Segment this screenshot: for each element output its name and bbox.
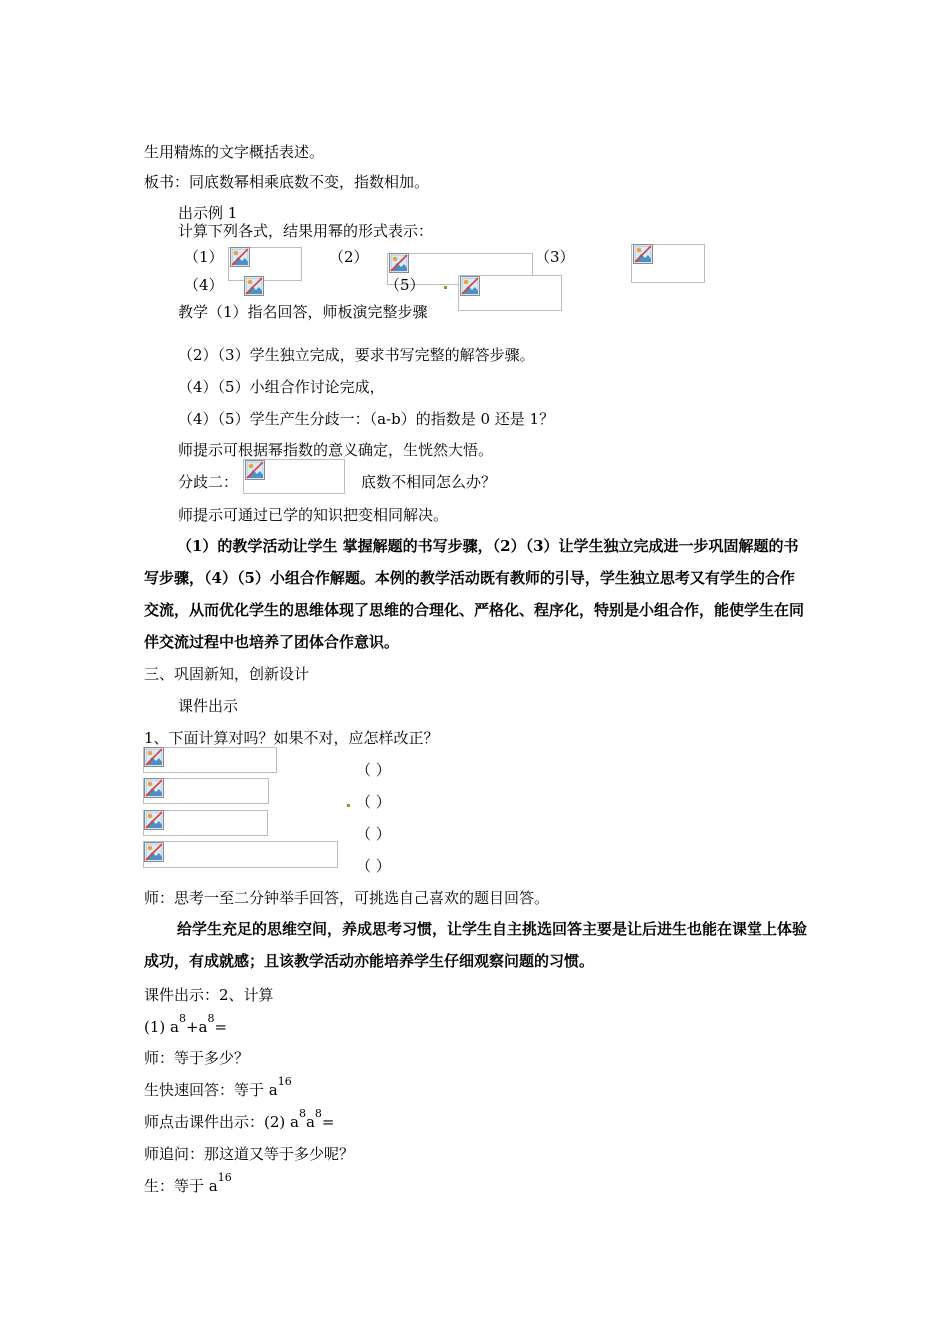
section-heading: 三、巩固新知，创新设计 — [144, 665, 310, 683]
text-line: 教学（1）指名回答，师板演完整步骤 — [178, 303, 428, 321]
text-line: 师提示可通过已学的知识把变相同解决。 — [178, 506, 449, 524]
bold-commentary-2: 给学生充足的思维空间，养成思考习惯，让学生自主挑选回答主要是让后进生也能在课堂上体验成功，有成就感；且该教学活动亦能培养学生仔细观察问题的习惯。 — [144, 920, 808, 970]
problem-label-4: （4） — [184, 276, 224, 294]
problem-label-3: （3） — [535, 248, 575, 266]
math-text: +a — [185, 1018, 208, 1036]
broken-image-icon — [244, 276, 264, 296]
dot-mark — [347, 804, 350, 807]
answer-parentheses: （ ） — [356, 793, 391, 811]
text-line: 板书：同底数幂相乘底数不变，指数相加。 — [144, 173, 430, 191]
text-line: 计算下列各式，结果用幂的形式表示： — [178, 222, 434, 240]
broken-image-icon — [245, 460, 265, 480]
math-text: a — [305, 1113, 315, 1131]
math-text: (1) a — [144, 1018, 179, 1036]
broken-image-icon — [633, 244, 653, 264]
exponent: 8 — [314, 1107, 322, 1120]
text-line: 出示例 1 — [178, 204, 238, 222]
broken-image-icon — [144, 842, 164, 862]
math-text: 生快速回答：等于 a — [144, 1081, 278, 1099]
text-line: 师：等于多少？ — [144, 1049, 250, 1067]
text-line: 1、下面计算对吗？如果不对，应怎样改正？ — [144, 729, 439, 747]
problem-label-1: （1） — [184, 248, 224, 266]
text-line: 师：思考一至二分钟举手回答，可挑选自己喜欢的题目回答。 — [144, 889, 550, 907]
math-text: = — [321, 1113, 335, 1131]
text-line: 底数不相同怎么办？ — [361, 473, 497, 491]
broken-image-icon — [144, 810, 164, 830]
text-line: 师提示可根据幂指数的意义确定，生恍然大悟。 — [178, 441, 494, 459]
math-line — [144, 1171, 232, 1196]
text-line: 课件出示 — [178, 697, 239, 715]
text-line: 生用精炼的文字概括表述。 — [144, 143, 325, 161]
answer-parentheses: （ ） — [356, 857, 391, 875]
broken-image-icon — [460, 276, 480, 296]
text-line: 课件出示：2、计算 — [144, 986, 274, 1004]
broken-image-icon — [230, 247, 250, 267]
text-line: 分歧二： — [178, 473, 239, 491]
dot-mark — [444, 286, 447, 289]
exponent: 8 — [298, 1107, 306, 1120]
math-line — [144, 1012, 228, 1037]
text-line: （4）（5）学生产生分歧一：（a-b）的指数是 0 还是 1？ — [178, 410, 555, 428]
bold-commentary-1: （1）的教学活动让学生 掌握解题的书写步骤，（2）（3）让学生独立完成进一步巩固解题的书写步骤，（4）（5）小组合作解题。本例的教学活动既有教师的引导，学生独立思考又有学生的合作交流，从而优化学生的思维体现了思维的合理化、严格化、程序化，特别是小组合作，能使学生在同伴交流过程中也培养了团体合作意识。 — [144, 537, 805, 651]
math-line — [144, 1107, 335, 1132]
math-text: 生：等于 a — [144, 1177, 218, 1195]
exponent: 16 — [217, 1171, 232, 1184]
math-text: = — [214, 1018, 228, 1036]
exponent: 16 — [277, 1075, 292, 1088]
text-line: 师追问：那这道又等于多少呢？ — [144, 1145, 355, 1163]
problem-label-2: （2） — [329, 248, 369, 266]
broken-image-icon — [144, 778, 164, 798]
answer-parentheses: （ ） — [356, 761, 391, 779]
exercise-image-4 — [143, 841, 338, 868]
exponent: 8 — [207, 1012, 215, 1025]
math-line — [144, 1075, 292, 1100]
problem-label-5: （5） — [385, 276, 425, 294]
text-line: （2）（3）学生独立完成，要求书写完整的解答步骤。 — [178, 346, 535, 364]
math-text: 师点击课件出示：(2) a — [144, 1113, 299, 1131]
broken-image-icon — [144, 747, 164, 767]
exponent: 8 — [178, 1012, 186, 1025]
broken-image-icon — [389, 253, 409, 273]
answer-parentheses: （ ） — [356, 825, 391, 843]
text-line: （4）（5）小组合作讨论完成， — [178, 378, 385, 396]
